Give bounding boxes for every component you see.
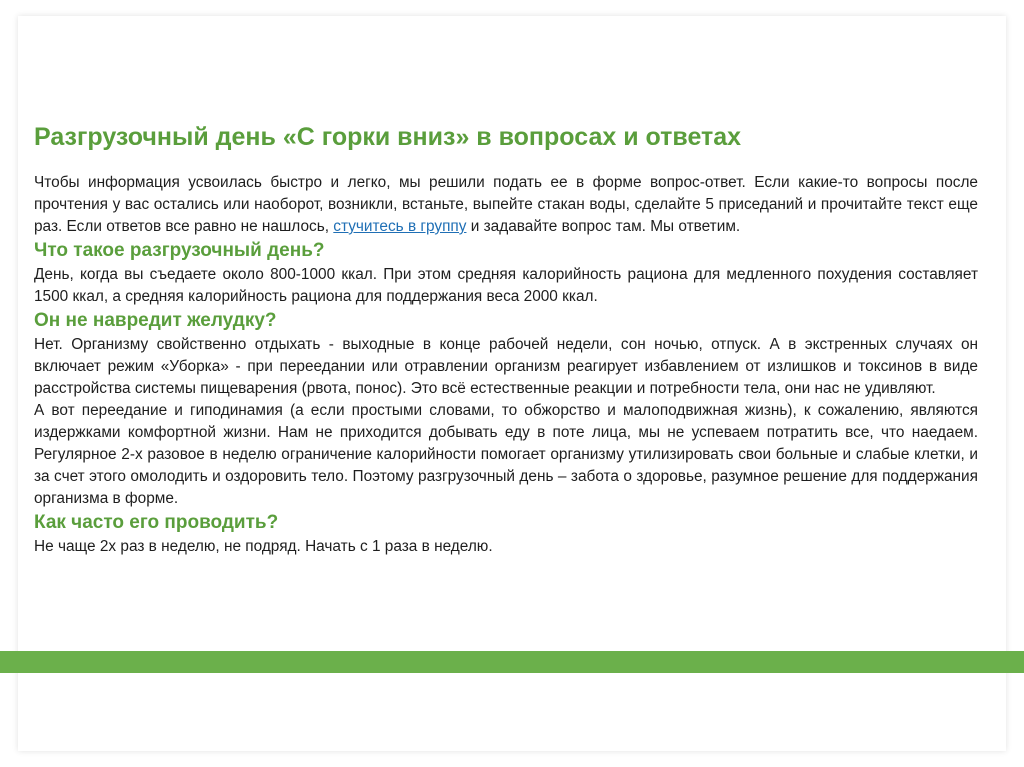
document-content bbox=[34, 120, 978, 558]
green-footer-bar bbox=[0, 651, 1024, 673]
question-heading: Он не навредит желудку? bbox=[34, 310, 277, 331]
group-link[interactable]: стучитесь в группу bbox=[333, 218, 467, 235]
intro-text-after: и задавайте вопрос там. Мы ответим. bbox=[466, 218, 741, 235]
intro-paragraph bbox=[34, 172, 978, 238]
question-heading: Что такое разгрузочный день? bbox=[34, 240, 325, 261]
answer-paragraph: Нет. Организму свойственно отдыхать - выходные в конце рабочей недели, сон ночью, отпуск. А в экстренных случаях он включает режим «Уборка» - при переедании или отравлении организм реагирует избавлением от излишков и токсинов в виде расстройства системы пищеварения (рвота, понос). Это всё естественные реакции и потребности тела, они нас не удивляют. bbox=[34, 336, 978, 397]
question-heading: Как часто его проводить? bbox=[34, 512, 279, 533]
answer-paragraph: А вот переедание и гиподинамия (а если простыми словами, то обжорство и малоподвижная жизнь), к сожалению, являются издержками комфортной жизни. Нам не приходится добывать еду в поте лица, мы не успеваем потратить все, что наедаем. Регулярное 2-х разовое в неделю ограничение калорийности помогает организму утилизировать свои больные и слабые клетки, и за счет этого омолодить и оздоровить тело. Поэтому разгрузочный день – забота о здоровье, разумное решение для поддержания организма в форме. bbox=[34, 402, 978, 507]
intro-text-before: Чтобы информация усвоилась быстро и легко, мы решили подать ее в форме вопрос-ответ. Если какие-то вопросы после прочтения у вас остались или наоборот, возникли, встаньте, выпейте стакан воды, сделайте 5 приседаний и прочитайте текст еще раз. Если ответов все равно не нашлось, bbox=[34, 174, 978, 235]
answer-paragraph: Не чаще 2х раз в неделю, не подряд. Начать с 1 раза в неделю. bbox=[34, 538, 493, 555]
answer-paragraph: День, когда вы съедаете около 800-1000 ккал. При этом средняя калорийность рациона для медленного похудения составляет 1500 ккал, а средняя калорийность рациона для поддержания веса 2000 ккал. bbox=[34, 266, 978, 305]
document-title: Разгрузочный день «С горки вниз» в вопросах и ответах bbox=[34, 123, 742, 151]
